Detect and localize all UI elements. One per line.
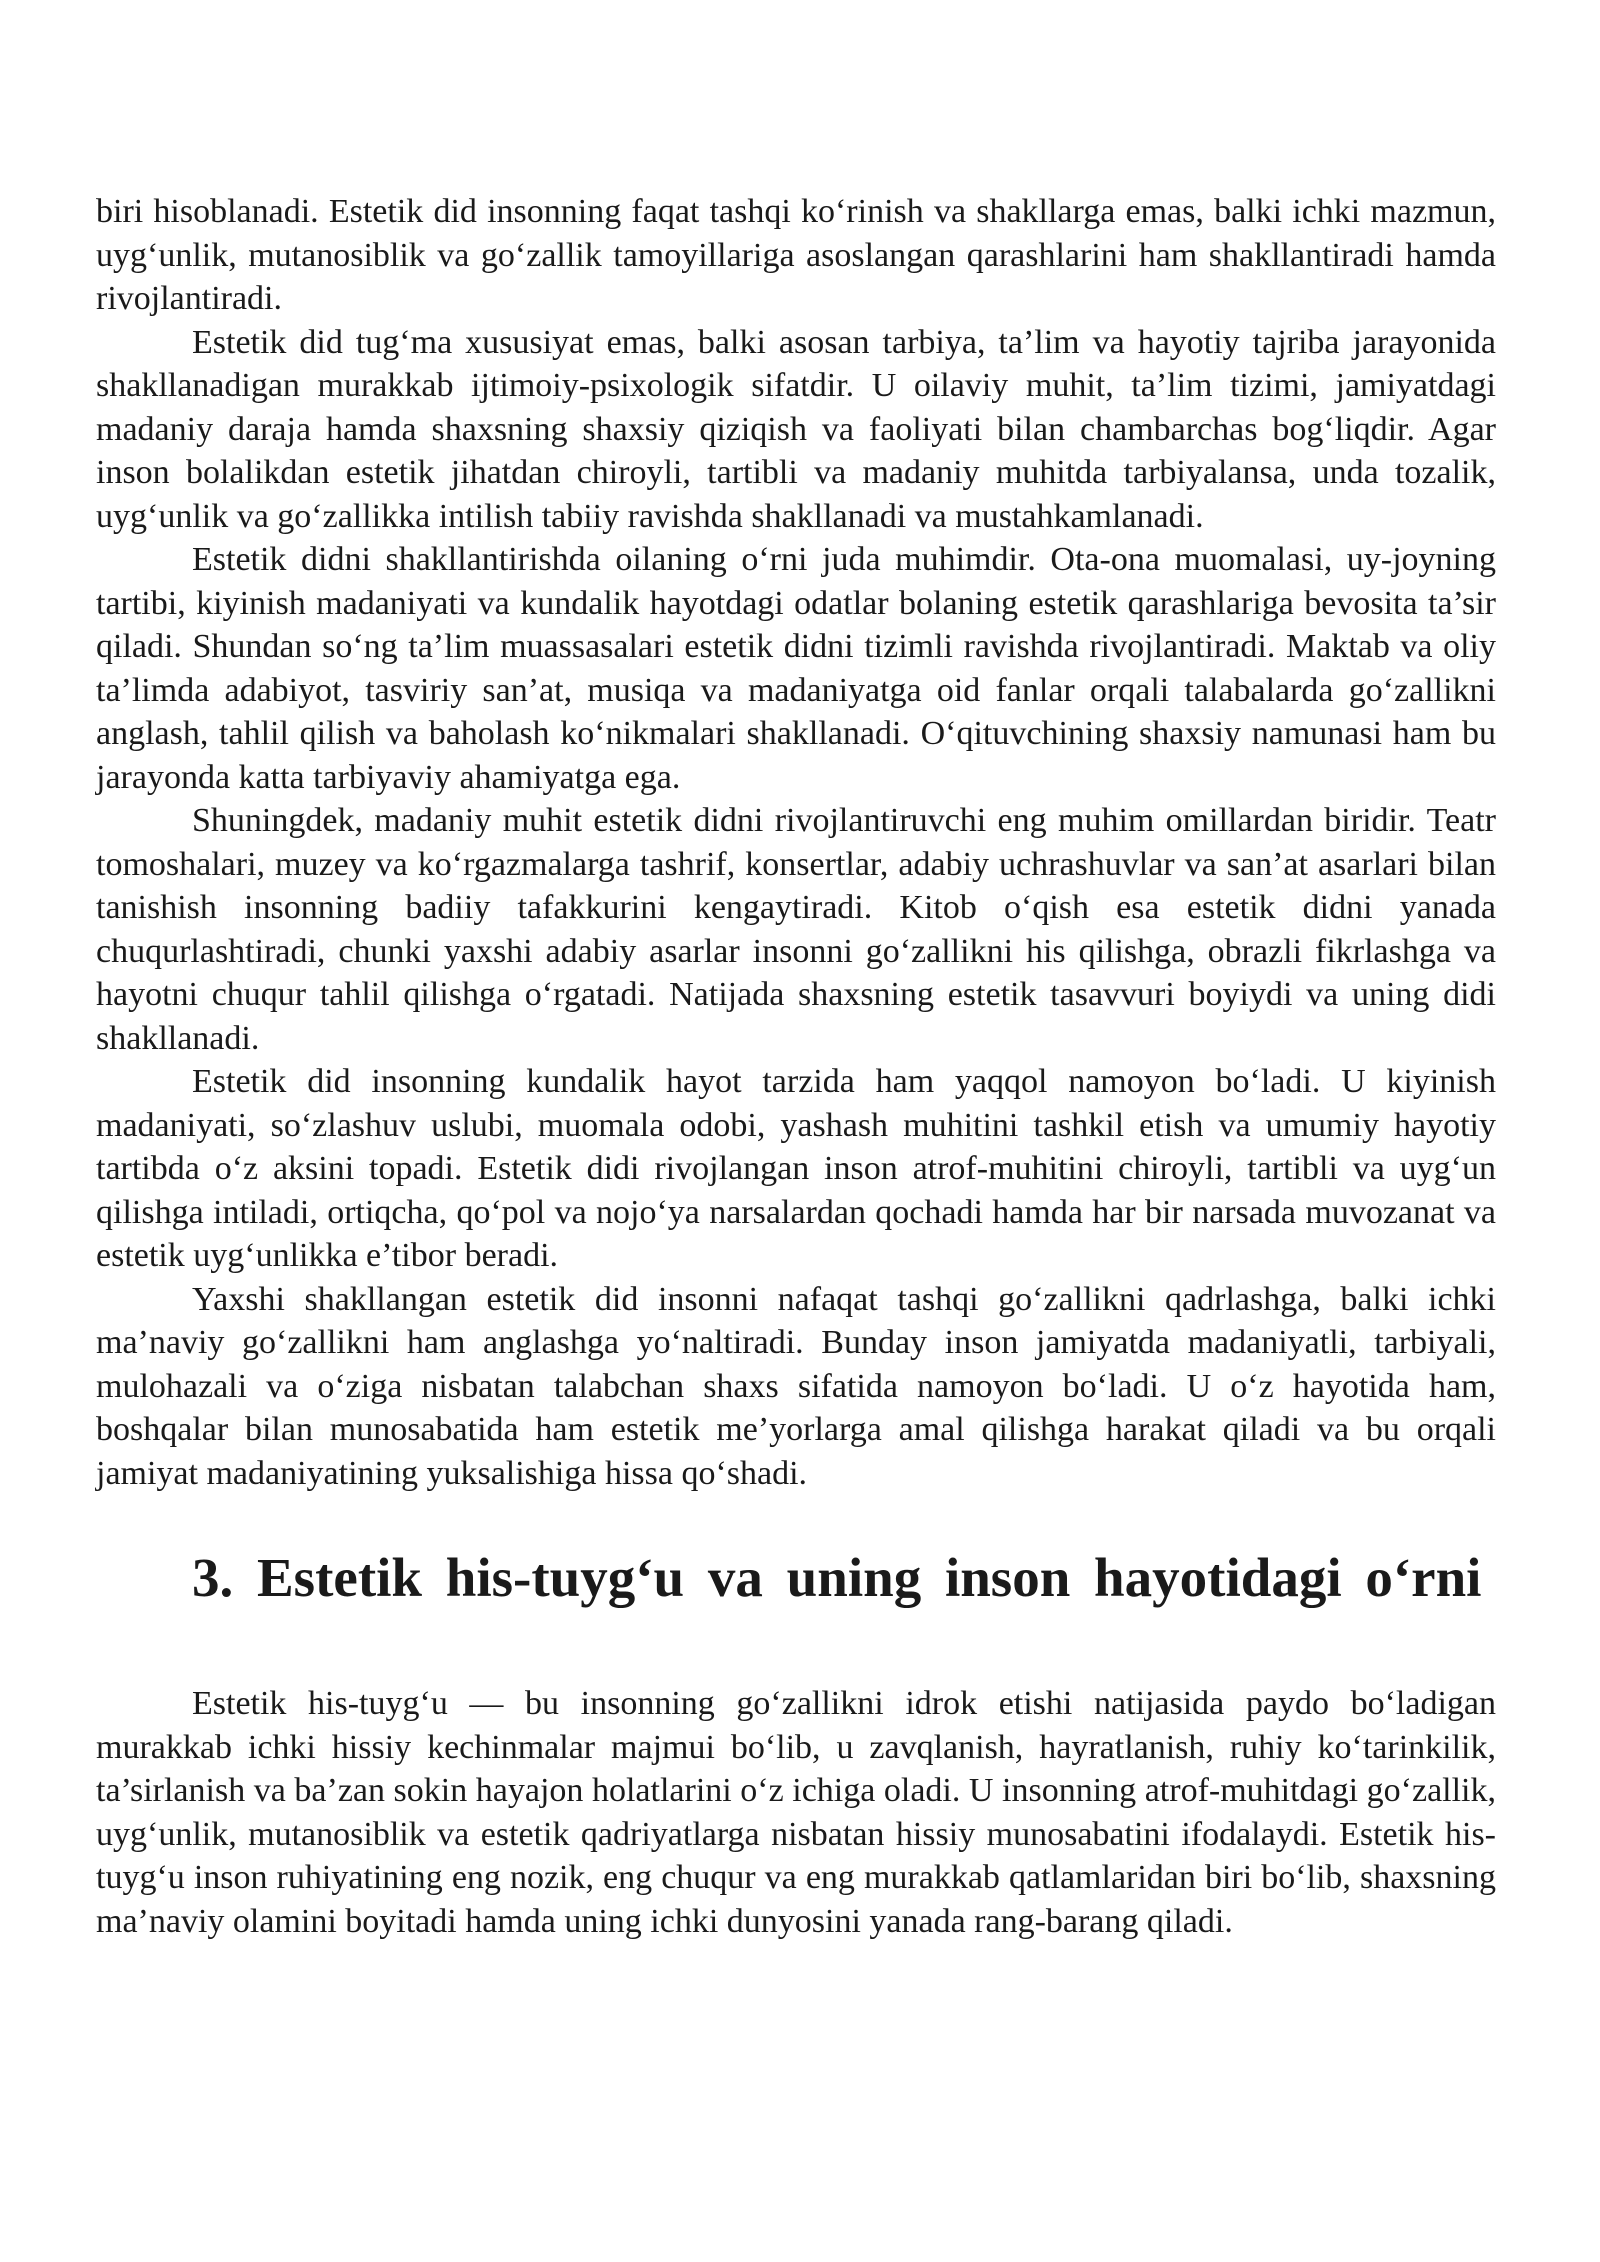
- paragraph: Estetik did insonning kundalik hayot tarzida ham yaqqol namoyon bo‘ladi. U kiyinish madaniyati, so‘zlashuv uslubi, muomala odobi, yashash muhitini tashkil etish va umumiy hayotiy tartibda o‘z aksini topadi. Estetik didi rivojlangan inson atrof-muhitini chiroyli, tartibli va uyg‘un qilishga intiladi, ortiqcha, qo‘pol va nojo‘ya narsalardan qochadi hamda har bir narsada muvozanat va estetik uyg‘unlikka e’tibor beradi.: [96, 1063, 1496, 1274]
- paragraph: Shuningdek, madaniy muhit estetik didni rivojlantiruvchi eng muhim omillardan biridir. Teatr tomoshalari, muzey va ko‘rgazmalarga tashrif, konsertlar, adabiy uchrashuvlar va san’at asarlari bilan tanishish insonning badiiy tafakkurini kengaytiradi. Kitob o‘qish esa estetik didni yanada chuqurlashtiradi, chunki yaxshi adabiy asarlar insonni go‘zallikni his qilishga, obrazli fikrlashga va hayotni chuqur tahlil qilishga o‘rgatadi. Natijada shaxsning estetik tasavvuri boyiydi va uning didi shakllanadi.: [96, 802, 1496, 1057]
- paragraph: Yaxshi shakllangan estetik did insonni nafaqat tashqi go‘zallikni qadrlashga, balki ichki ma’naviy go‘zallikni ham anglashga yo‘naltiradi. Bunday inson jamiyatda madaniyatli, tarbiyali, mulohazali va o‘ziga nisbatan talabchan shaxs sifatida namoyon bo‘ladi. U o‘z hayotida ham, boshqalar bilan munosabatida ham estetik me’yorlarga amal qilishga harakat qiladi va bu orqali jamiyat madaniyatining yuksalishiga hissa qo‘shadi.: [96, 1280, 1496, 1492]
- paragraph: Estetik his-tuyg‘u — bu insonning go‘zallikni idrok etishi natijasida paydo bo‘ladigan murakkab ichki hissiy kechinmalar majmui bo‘lib, u zavqlanish, hayratlanish, ruhiy ko‘tarinkilik, ta’sirlanish va ba’zan sokin hayajon holatlarini o‘z ichiga oladi. U insonning atrof-muhitdagi go‘zallik, uyg‘unlik, mutanosiblik va estetik qadriyatlarga nisbatan hissiy munosabatini ifodalaydi. Estetik his-tuyg‘u inson ruhiyatining eng nozik, eng chuqur va eng murakkab qatlamlaridan biri bo‘lib, shaxsning ma’naviy olamini boyitadi hamda uning ichki dunyosini yanada rang-barang qiladi.: [96, 1685, 1496, 1940]
- document-page: [96, 190, 1496, 1943]
- paragraph: Estetik didni shakllantirishda oilaning o‘rni juda muhimdir. Ota-ona muomalasi, uy-joyning tartibi, kiyinish madaniyati va kundalik hayotdagi odatlar bolaning estetik qarashlariga bevosita ta’sir qiladi. Shundan so‘ng ta’lim muassasalari estetik didni tizimli ravishda rivojlantiradi. Maktab va oliy ta’limda adabiyot, tasviriy san’at, musiqa va madaniyatga oid fanlar orqali talabalarda go‘zallikni anglash, tahlil qilish va baholash ko‘nikmalari shakllanadi. O‘qituvchining shaxsiy namunasi ham bu jarayonda katta tarbiyaviy ahamiyatga ega.: [96, 541, 1496, 796]
- paragraph-continuation: biri hisoblanadi. Estetik did insonning faqat tashqi ko‘rinish va shakllarga emas, balki ichki mazmun, uyg‘unlik, mutanosiblik va go‘zallik tamoyillariga asoslangan qarashlarini ham shakllantiradi hamda rivojlantiradi.: [96, 193, 1496, 317]
- paragraph: Estetik did tug‘ma xususiyat emas, balki asosan tarbiya, ta’lim va hayotiy tajriba jarayonida shakllanadigan murakkab ijtimoiy-psixologik sifatdir. U oilaviy muhit, ta’lim tizimi, jamiyatdagi madaniy daraja hamda shaxsning shaxsiy qiziqish va faoliyati bilan chambarchas bog‘liqdir. Agar inson bolalikdan estetik jihatdan chiroyli, tartibli va madaniy muhitda tarbiyalansa, unda tozalik, uyg‘unlik va go‘zallikka intilish tabiiy ravishda shakllanadi va mustahkamlanadi.: [96, 323, 1496, 535]
- section-heading: 3. Estetik his-tuyg‘u va uning inson hayotidagi o‘rni: [192, 1547, 1482, 1608]
